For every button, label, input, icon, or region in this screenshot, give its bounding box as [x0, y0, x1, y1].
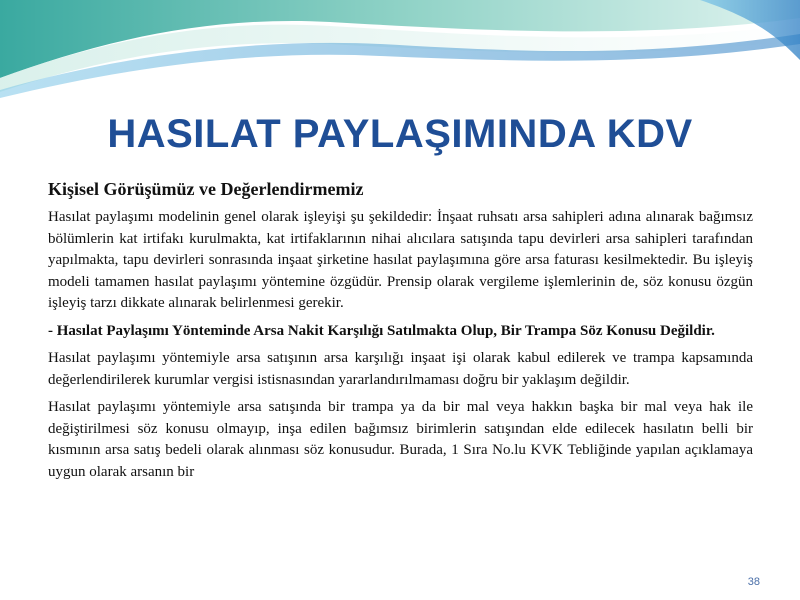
paragraph-1: Hasılat paylaşımı modelinin genel olarak işleyişi şu şekildedir: İnşaat ruhsatı arsa sahipleri adına alınarak bağımsız bölümlerin kat irtifakı kurulmakta, kat irtifaklarının nihai alıcılara satışında tapu devirleri arsa sahipleri tarafından yapılmakta, tapu devirleri sonrasında inşaat şirketine hasılat paylaşımına göre arsa faturası kesilmektedir. Bu işleyiş modeli tamamen hasılat paylaşımı yöntemine özgüdür. Prensip olarak vergileme işlemlerinin de, söz konusu özgün işleyiş tarzı dikkate alınarak belirlenmesi gerekir. [48, 209, 753, 311]
slide-title: HASILAT PAYLAŞIMINDA KDV [107, 112, 693, 156]
header-wave-decoration [0, 0, 800, 110]
subheading: Kişisel Görüşümüz ve Değerlendirmemiz [48, 179, 364, 199]
paragraph-4: Hasılat paylaşımı yöntemiyle arsa satışında bir trampa ya da bir mal veya hakkın başka bir mal veya hak ile değiştirilmesi söz konusu olmayıp, inşa edilen bağımsız birimlerin satışından elde edilecek hasılatın belli bir kısmının arsa satış bedeli olarak alınması söz konusudur. Burada, 1 Sıra No.lu KVK Tebliğinde yapılan açıklamaya uygun olarak arsanın bir [48, 399, 753, 480]
slide-content [48, 178, 753, 489]
paragraph-3: Hasılat paylaşımı yöntemiyle arsa satışının arsa karşılığı inşaat işi olarak kabul edilerek ve trampa kapsamında değerlendirilerek kurumlar vergisi istisnasından yararlandırılmaması doğru bir yaklaşım değildir. [48, 350, 753, 388]
paragraph-2-bold: - Hasılat Paylaşımı Yönteminde Arsa Nakit Karşılığı Satılmakta Olup, Bir Trampa Söz Konusu Değildir. [48, 322, 715, 339]
page-number: 38 [747, 576, 760, 588]
